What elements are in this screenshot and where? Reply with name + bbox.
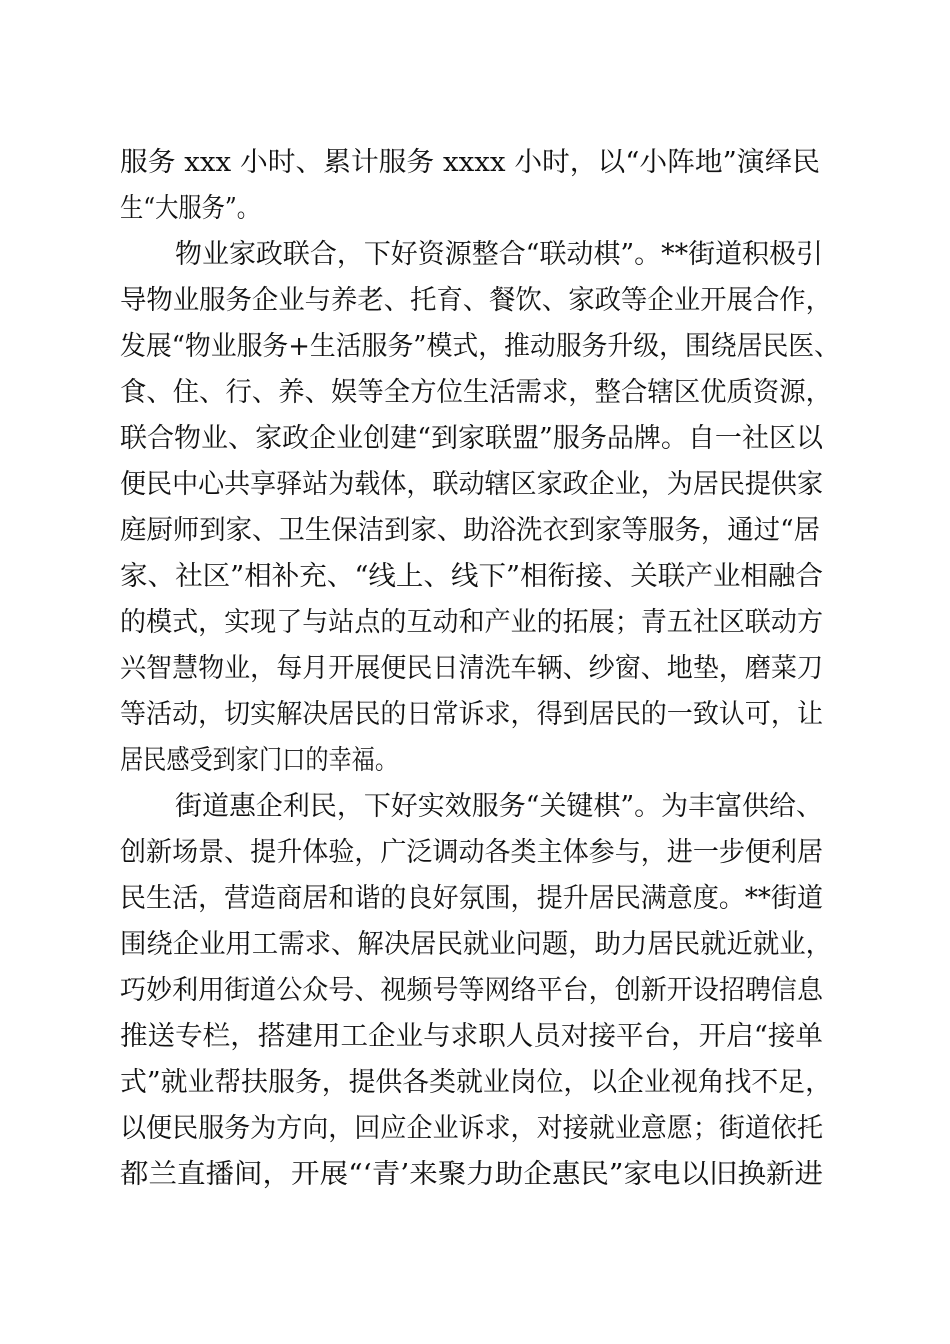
line-text-22: 以便民服务为方向，回应企业诉求，对接就业意愿；街道依托 — [120, 1113, 823, 1144]
text-line-21 — [0, 1061, 950, 1105]
line-text-8: 便民中心共享驿站为载体，联动辖区家政企业，为居民提供家 — [120, 469, 823, 500]
line-text-20: 推送专栏，搭建用工企业与求职人员对接平台，开启“接单 — [120, 1021, 824, 1052]
text-line-10 — [0, 555, 950, 599]
text-line-5 — [0, 325, 950, 369]
line-text-21: 式”就业帮扶服务，提供各类就业岗位，以企业视角找不足， — [120, 1067, 832, 1098]
text-line-13 — [0, 693, 950, 737]
line-text-3: 物业家政联合，下好资源整合“联动棋”。**街道积极引 — [175, 239, 823, 270]
text-line-12 — [0, 647, 950, 691]
text-line-9 — [0, 509, 950, 553]
line-text-13: 等活动，切实解决居民的日常诉求，得到居民的一致认可，让 — [120, 699, 823, 730]
text-line-19 — [0, 969, 950, 1013]
text-line-17 — [0, 877, 950, 921]
text-line-20 — [0, 1015, 950, 1059]
line-text-11: 的模式，实现了与站点的互动和产业的拓展；青五社区联动方 — [120, 607, 823, 638]
line-text-4: 导物业服务企业与养老、托育、餐饮、家政等企业开展合作， — [120, 285, 832, 316]
line-text-2: 生“大服务”。 — [120, 193, 260, 224]
text-line-23 — [0, 1153, 950, 1197]
line-text-6: 食、住、行、养、娱等全方位生活需求，整合辖区优质资源， — [120, 377, 832, 408]
text-line-11 — [0, 601, 950, 645]
line-text-18: 围绕企业用工需求、解决居民就业问题，助力居民就近就业， — [120, 929, 832, 960]
paragraph-heading-street-service — [0, 785, 950, 829]
text-line-7 — [0, 417, 950, 461]
text-line-18 — [0, 923, 950, 967]
text-line-14 — [0, 739, 950, 783]
text-line-8 — [0, 463, 950, 507]
line-text-15: 街道惠企利民，下好实效服务“关键棋”。为丰富供给、 — [175, 791, 823, 822]
text-line-16 — [0, 831, 950, 875]
line-text-16: 创新场景、提升体验，广泛调动各类主体参与，进一步便利居 — [120, 837, 823, 868]
line-text-23: 都兰直播间，开展“‘青’来聚力助企惠民”家电以旧换新进 — [120, 1159, 823, 1190]
line-text-1: 服务 xxx 小时、累计服务 xxxx 小时，以“小阵地”演绎民 — [120, 147, 820, 178]
line-text-14: 居民感受到家门口的幸福。 — [120, 745, 398, 776]
paragraph-heading-property-housekeeping — [0, 233, 950, 277]
line-text-12: 兴智慧物业，每月开展便民日清洗车辆、纱窗、地垫，磨菜刀 — [120, 653, 823, 684]
line-text-17: 民生活，营造商居和谐的良好氛围，提升居民满意度。**街道 — [120, 883, 823, 914]
line-text-5: 发展“物业服务+生活服务”模式，推动服务升级，围绕居民医、 — [120, 331, 840, 362]
line-text-19: 巧妙利用街道公众号、视频号等网络平台，创新开设招聘信息 — [120, 975, 823, 1006]
line-text-7: 联合物业、家政企业创建“到家联盟”服务品牌。自一社区以 — [120, 423, 823, 454]
text-line-4 — [0, 279, 950, 323]
text-line-1 — [0, 141, 950, 185]
line-text-10: 家、社区”相补充、“线上、线下”相衔接、关联产业相融合 — [120, 561, 823, 592]
text-line-2 — [0, 187, 950, 231]
line-text-9: 庭厨师到家、卫生保洁到家、助浴洗衣到家等服务，通过“居 — [120, 515, 820, 546]
text-line-6 — [0, 371, 950, 415]
text-line-22 — [0, 1107, 950, 1151]
